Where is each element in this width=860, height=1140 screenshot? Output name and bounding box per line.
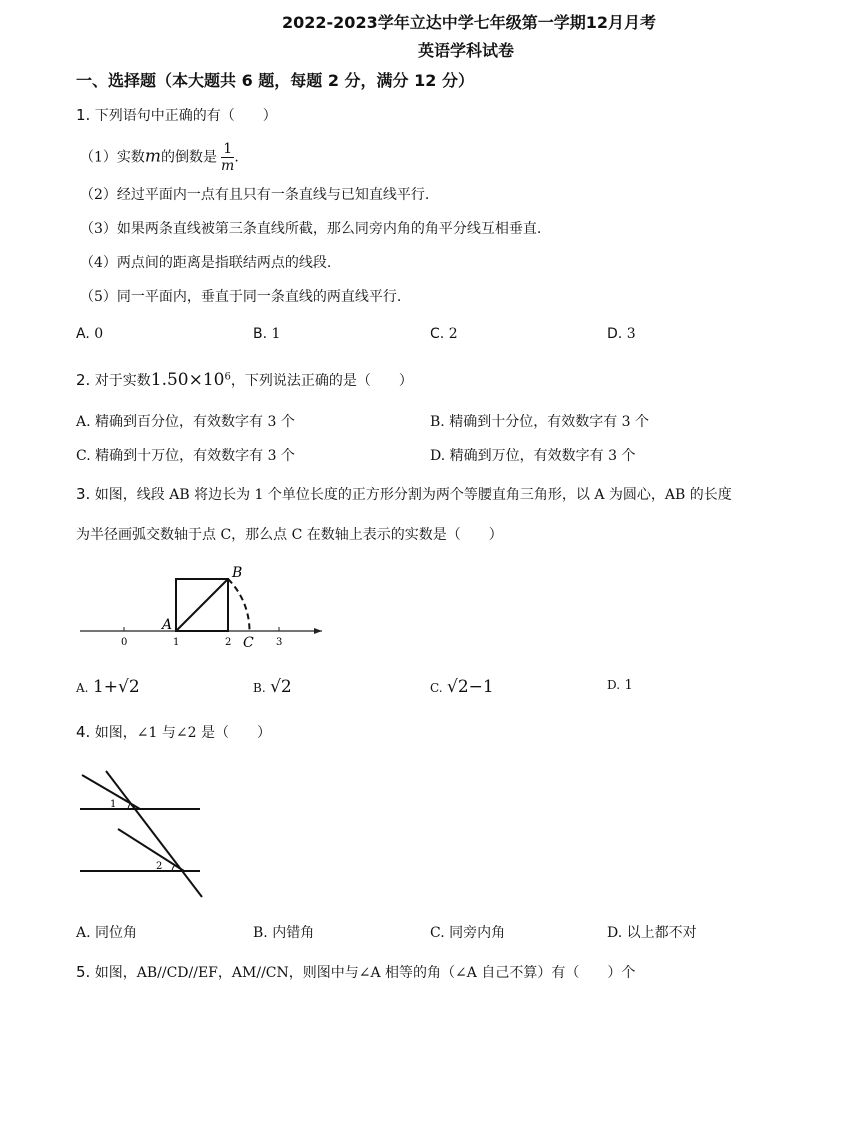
option-label: A. [76,925,91,941]
question-number: 1. [76,106,91,124]
q1-statement-2: （2）经过平面内一点有且只有一条直线与已知直线平行. [80,187,430,203]
question-text: 如图，线段 AB 将边长为 1 个单位长度的正方形分割为两个等腰直角三角形，以 A 为圆心，AB 的长度 [94,487,732,503]
question-1-stem [76,105,277,125]
q1-statement-3: （3）如果两条直线被第三条直线所截，那么同旁内角的角平分线互相垂直. [80,221,542,237]
statement-text: （1）实数 [80,149,145,166]
q1-option-d[interactable] [607,326,636,342]
number-line-figure [76,560,336,655]
q4-option-a[interactable] [76,922,137,942]
q1-statement-5: （5）同一平面内，垂直于同一条直线的两直线平行. [80,289,402,305]
tick-label: 3 [276,637,283,648]
option-text: 精确到十万位，有效数字有 3 个 [95,448,295,464]
option-label: C. [430,326,445,342]
option-text: 精确到百分位，有效数字有 3 个 [95,414,295,430]
segment-ab [176,579,228,631]
option-text: 内错角 [272,925,315,941]
q3-option-c[interactable] [430,677,494,697]
option-label: C. [430,681,443,695]
q2-option-a[interactable] [76,411,295,431]
q1-option-a[interactable] [76,326,103,342]
option-text: 2 [448,326,458,342]
option-text: 0 [94,326,104,342]
option-text: 精确到十分位，有效数字有 3 个 [449,414,650,430]
ray-angle-2 [118,829,184,871]
scientific-number: 1.50×10 [150,370,225,390]
statement-text: 的倒数是 [161,149,218,166]
q1-option-b[interactable] [253,326,280,342]
q2-option-b[interactable] [430,411,649,431]
option-text: 以上都不对 [626,925,697,941]
q3-option-a[interactable] [76,677,140,697]
q1-option-c[interactable] [430,326,458,342]
option-label: C. [76,448,91,464]
tick-label: 2 [225,637,232,648]
question-3-stem-line2: 为半径画弧交数轴于点 C，那么点 C 在数轴上表示的实数是（ ） [76,527,503,543]
q4-option-d[interactable] [607,922,697,942]
fraction-numerator: 1 [221,142,234,158]
exponent: 6 [224,371,231,383]
q2-option-c[interactable] [76,445,295,465]
axis-arrow-icon [314,628,322,634]
option-label: B. [253,925,268,941]
q4-option-c[interactable] [430,922,505,942]
question-5-stem [76,962,635,982]
q1-statement-4: （4）两点间的距离是指联结两点的线段. [80,255,332,271]
option-label: D. [607,678,621,692]
option-text: √2 [270,677,292,697]
point-a-label: A [162,617,173,633]
question-text: 下列语句中正确的有（ ） [94,108,277,124]
fraction-denominator: m [221,158,235,174]
option-label: B. [430,414,445,430]
option-text: 精确到万位，有效数字有 3 个 [449,448,636,464]
transversal [106,771,202,897]
q1-statement-1 [80,142,239,173]
q3-option-b[interactable] [253,677,292,697]
question-number: 2. [76,371,91,389]
tick-label: 1 [173,637,180,648]
fraction [221,142,234,173]
question-4-stem [76,722,271,742]
arc-ab [228,579,250,631]
angle-1-label: 1 [110,799,117,810]
angle-2-label: 2 [156,861,163,872]
point-c-label: C [243,635,254,651]
question-text: ，下列说法正确的是（ ） [230,373,413,389]
question-text: 如图，∠1 与∠2 是（ ） [94,725,271,741]
option-text: 1 [271,326,281,342]
option-label: D. [607,326,623,342]
option-label: C. [430,925,445,941]
question-text: 对于实数 [94,373,151,389]
exam-subtitle: 英语学科试卷 [418,41,515,60]
point-b-label: B [232,565,243,581]
tick-label: 0 [121,637,128,648]
q4-option-b[interactable] [253,922,314,942]
option-label: B. [253,326,268,342]
option-text: 同旁内角 [449,925,506,941]
option-text: 3 [626,326,636,342]
option-label: A. [76,681,89,695]
exam-title: 2022-2023学年立达中学七年级第一学期12月月考 [282,13,656,32]
q3-option-d[interactable] [607,677,633,693]
question-3-stem-line1 [76,484,732,504]
option-label: A. [76,326,90,342]
option-text: 1 [624,678,633,693]
question-text: 如图，AB//CD//EF，AM//CN，则图中与∠A 相等的角（∠A 自己不算）有（ ）个 [94,965,636,981]
statement-text: . [234,149,239,166]
question-number: 4. [76,723,91,741]
question-number: 3. [76,485,91,503]
math-variable: m [144,146,162,167]
question-2-stem [76,370,413,390]
question-number: 5. [76,963,91,981]
option-text: 1+√2 [92,677,140,697]
section-heading: 一、选择题（本大题共 6 题，每题 2 分，满分 12 分） [76,71,474,90]
option-label: B. [253,681,266,695]
option-text: 同位角 [95,925,138,941]
q2-option-d[interactable] [430,445,635,465]
option-label: D. [607,925,623,941]
angle-figure [76,765,211,905]
option-text: √2−1 [447,677,494,697]
option-label: A. [76,414,91,430]
option-label: D. [430,448,446,464]
